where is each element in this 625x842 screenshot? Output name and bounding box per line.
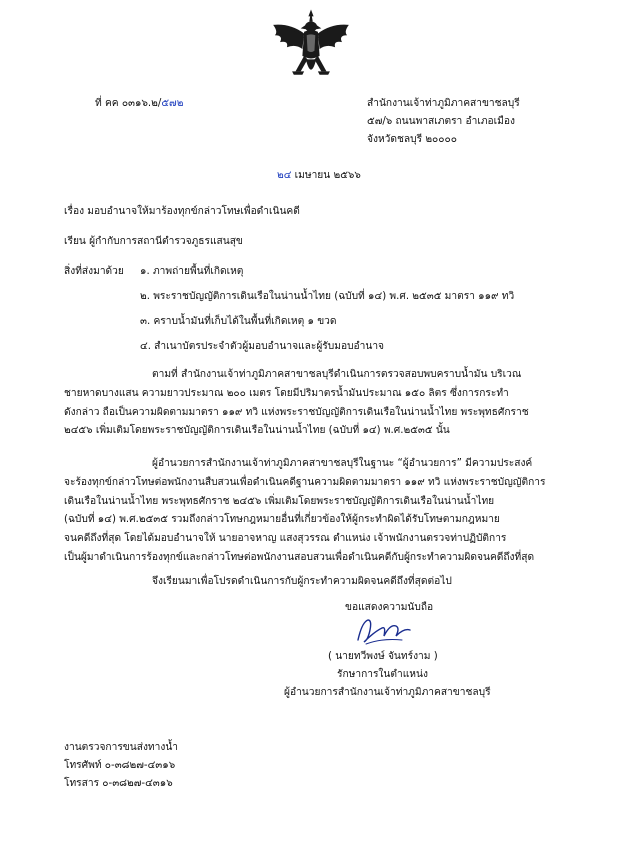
paragraph-2-line: เดินเรือในน่านน้ำไทย พระพุทธศักราช ๒๔๕๖ เพิ่มเติมโดยพระราชบัญญัติการเดินเรือในน่านน้ำไทย <box>64 495 495 507</box>
paragraph-2-line: จนคดีถึงที่สุด โดยได้มอบอำนาจให้ นายอาจหาญ แสงสุวรรณ ตำแหน่ง เจ้าพนักงานตรวจท่าปฏิบัติการ <box>64 533 507 545</box>
reference-number-handwritten: ๕๗๒ <box>161 98 184 109</box>
closing-request: จึงเรียนมาเพื่อโปรดดำเนินการกับผู้กระทำความผิดจนคดีถึงที่สุดต่อไป <box>152 576 452 587</box>
reference-prefix: ที่ คค ๐๓๑๖.๒/ <box>95 98 162 109</box>
attachment-item-2: ๒. พระราชบัญญัติการเดินเรือในน่านน้ำไทย (ฉบับที่ ๑๔) พ.ศ. ๒๕๓๕ มาตรา ๑๑๙ ทวิ <box>140 291 515 302</box>
paragraph-2-line: จะร้องทุกข์กล่าวโทษต่อพนักงานสืบสวนเพื่อดำเนินคดีฐานความผิดตามมาตรา ๑๑๙ ทวิ แห่งพระราชบัญญัติการ <box>64 476 546 488</box>
handwritten-signature-icon <box>352 614 416 648</box>
garuda-emblem-icon <box>268 6 354 92</box>
attachments-label: สิ่งที่ส่งมาด้วย <box>64 266 124 277</box>
office-address-line1: ๕๗/๖ ถนนพาสเภตรา อำเภอเมือง <box>367 116 515 127</box>
body-paragraph-2 <box>64 455 562 568</box>
paragraph-2-line: ผู้อำนวยการสำนักงานเจ้าท่าภูมิภาคสาขาชลบุรีในฐานะ “ผู้อำนวยการ” มีความประสงค์ <box>152 458 533 469</box>
attachment-item-3: ๓. คราบน้ำมันที่เก็บได้ในพื้นที่เกิดเหตุ ๑ ขวด <box>140 316 337 327</box>
body-paragraph-1 <box>64 366 562 441</box>
reference-number <box>95 97 183 110</box>
recipient-line: เรียน ผู้กำกับการสถานีตำรวจภูธรแสนสุข <box>64 236 243 247</box>
attachment-item-4: ๔. สำเนาบัตรประจำตัวผู้มอบอำนาจและผู้รับมอบอำนาจ <box>140 341 385 352</box>
subject-line: เรื่อง มอบอำนาจให้มาร้องทุกข์กล่าวโทษเพื่อดำเนินคดี <box>64 206 300 217</box>
paragraph-1-line: ตามที่ สำนักงานเจ้าท่าภูมิภาคสาขาชลบุรีดำเนินการตรวจสอบพบคราบน้ำมัน บริเวณ <box>152 369 522 380</box>
footer-phone: โทรศัพท์ ๐-๓๘๒๗-๔๓๑๖ <box>64 760 176 771</box>
office-name: สำนักงานเจ้าท่าภูมิภาคสาขาชลบุรี <box>367 98 520 109</box>
signatory-name: ( นายทวีพงษ์ จันทร์งาม ) <box>328 651 438 662</box>
paragraph-1-line: ดังกล่าว ถือเป็นความผิดตามมาตรา ๑๑๙ ทวิ แห่งพระราชบัญญัติการเดินเรือในน่านน้ำไทย พระพุทธศักราช <box>64 406 529 418</box>
paragraph-1-line: ๒๔๕๖ เพิ่มเติมโดยพระราชบัญญัติการเดินเรือในน่านน้ำไทย (ฉบับที่ ๑๔) พ.ศ.๒๕๓๕ นั้น <box>64 425 450 437</box>
paragraph-2-line: (ฉบับที่ ๑๔) พ.ศ.๒๕๓๕ รวมถึงกล่าวโทษกฎหมายอื่นที่เกี่ยวข้องให้ผู้กระทำผิดได้รับโทษตามกฎหมาย <box>64 514 500 526</box>
paragraph-1-line: ชายหาดบางแสน ความยาวประมาณ ๒๐๐ เมตร โดยมีปริมาตรน้ำมันประมาณ ๑๕๐ ลิตร ซึ่งการกระทำ <box>64 387 509 399</box>
paragraph-2-line: เป็นผู้มาดำเนินการร้องทุกข์และกล่าวโทษต่อพนักงานสอบสวนเพื่อดำเนินคดีกับผู้กระทำความผิดจนคดีถึงที่สุด <box>64 551 535 563</box>
letter-date <box>277 169 361 182</box>
attachment-item-1: ๑. ภาพถ่ายพื้นที่เกิดเหตุ <box>140 266 244 277</box>
signatory-position: ผู้อำนวยการสำนักงานเจ้าท่าภูมิภาคสาขาชลบุรี <box>284 687 491 698</box>
date-month-year: เมษายน ๒๕๖๖ <box>291 170 361 181</box>
office-address-line2: จังหวัดชลบุรี ๒๐๐๐๐ <box>367 134 457 145</box>
complimentary-close: ขอแสดงความนับถือ <box>345 602 434 613</box>
footer-fax: โทรสาร ๐-๓๘๒๗-๔๓๑๖ <box>64 778 173 789</box>
date-day-handwritten: ๒๔ <box>277 170 292 181</box>
footer-department: งานตรวจการขนส่งทางน้ำ <box>64 742 179 753</box>
acting-position: รักษาการในตำแหน่ง <box>337 669 428 680</box>
